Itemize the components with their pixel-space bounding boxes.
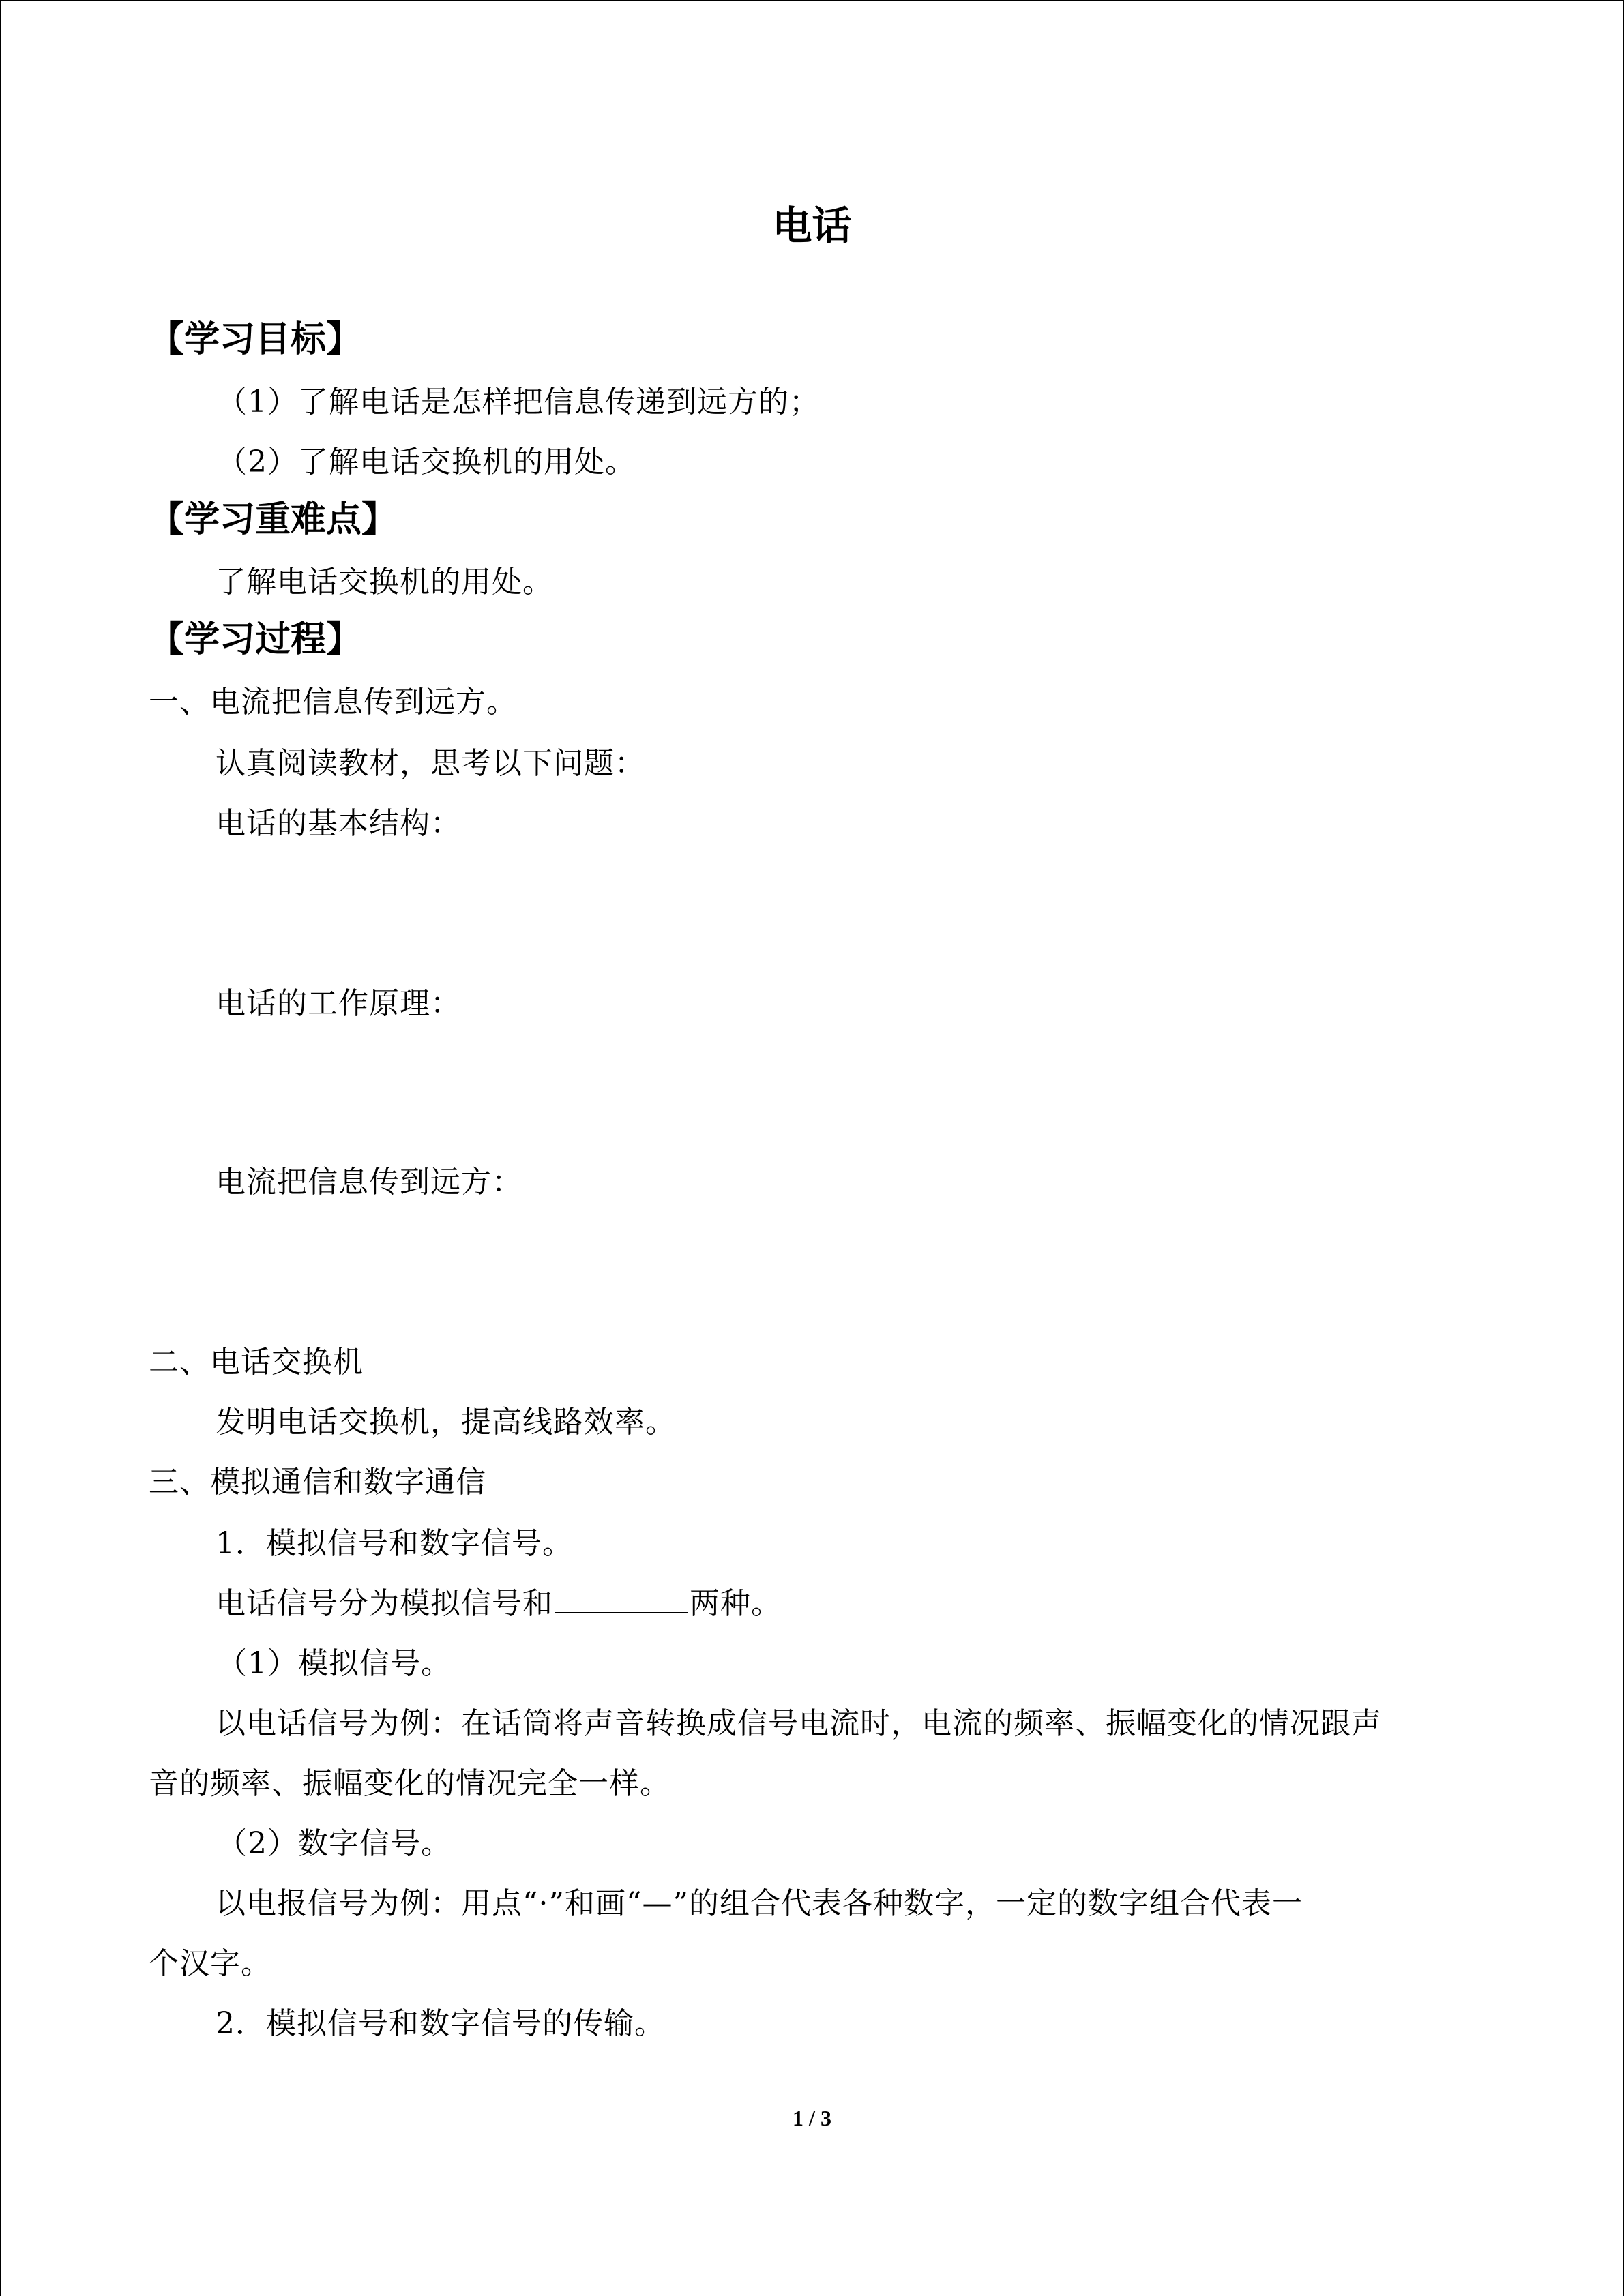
part2-text: 发明电话交换机，提高线路效率。 (216, 1405, 676, 1440)
digital-text-line-1: 以电报信号为例：用点“·”和画“—”的组合代表各种数字，一定的数字组合代表一 (216, 1886, 1303, 1921)
process-heading: 【学习过程】 (149, 619, 362, 660)
keypoints-heading: 【学习重难点】 (149, 499, 398, 540)
analog-text-line-1: 以电话信号为例：在话筒将声音转换成信号电流时，电流的频率、振幅变化的情况跟声 (216, 1706, 1382, 1741)
keypoint-item-1: 了解电话交换机的用处。 (216, 565, 553, 599)
question-transmit: 电流把信息传到远方： (216, 1165, 522, 1199)
page-title: 电话 (772, 203, 852, 249)
analog-label: （1）模拟信号。 (217, 1646, 452, 1681)
analog-text-line-2: 音的频率、振幅变化的情况完全一样。 (149, 1766, 670, 1801)
digital-text-line-2: 个汉字。 (149, 1946, 271, 1981)
part1-heading: 一、电流把信息传到远方。 (149, 685, 517, 719)
question-structure: 电话的基本结构： (216, 806, 461, 841)
fill-after-text: 两种。 (690, 1586, 782, 1621)
goal-item-1: （1）了解电话是怎样把信息传递到远方的； (217, 385, 820, 419)
part3-heading: 三、模拟通信和数字通信 (149, 1465, 486, 1500)
part2-heading: 二、电话交换机 (149, 1345, 364, 1380)
fill-in-sentence (216, 1585, 782, 1623)
goal-item-2: （2）了解电话交换机的用处。 (217, 445, 636, 479)
part3-sub2: 2．模拟信号和数字信号的传输。 (216, 2006, 665, 2041)
fill-in-blank[interactable] (555, 1585, 688, 1613)
digital-label: （2）数字信号。 (217, 1826, 452, 1861)
page-number: 1 / 3 (793, 2106, 831, 2130)
goals-heading: 【学习目标】 (149, 319, 362, 360)
fill-before-text: 电话信号分为模拟信号和 (216, 1586, 553, 1621)
question-principle: 电话的工作原理： (216, 986, 461, 1021)
part3-sub1: 1．模拟信号和数字信号。 (216, 1526, 573, 1561)
part1-instruction: 认真阅读教材，思考以下问题： (216, 746, 645, 781)
